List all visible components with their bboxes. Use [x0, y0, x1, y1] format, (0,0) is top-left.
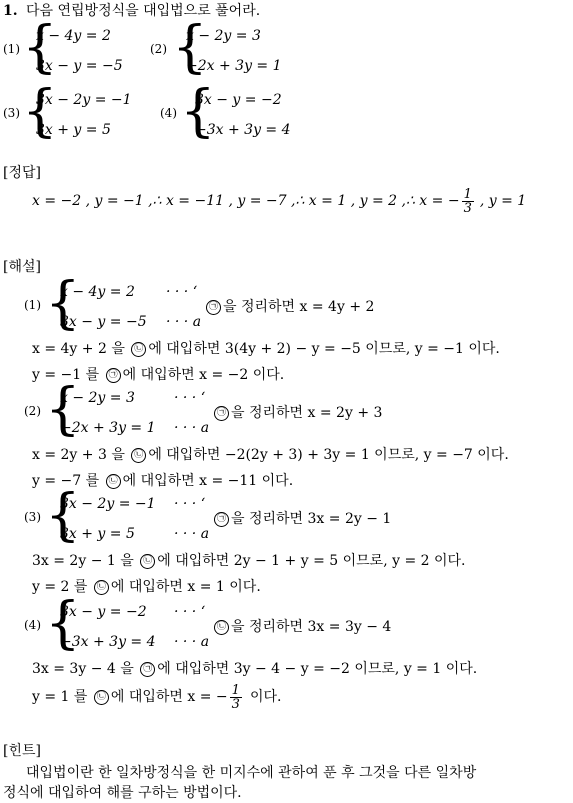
rearrange-line — [212, 510, 391, 528]
step-text: 에 대입하면 −2(2y + 3) + 3y = 1 이므로, y = −7 이다. — [148, 447, 509, 463]
hint-line-1: 대입법이란 한 일차방정식을 한 미지수에 관하여 푼 후 그것을 다른 일차방 — [26, 765, 477, 781]
fraction — [462, 188, 474, 215]
equation-tag: · · · a — [174, 420, 210, 436]
system-label: (4) — [24, 618, 41, 632]
hint-heading: [힌트] — [3, 743, 41, 759]
rearrange-line — [212, 618, 391, 636]
left-brace: { — [172, 15, 208, 80]
step-text: y = 2 를 — [32, 579, 88, 595]
equation: x − 2y = 3 — [60, 390, 135, 406]
answer-heading: [정답] — [3, 165, 41, 181]
system-label: (4) — [160, 106, 177, 120]
system-label: (2) — [150, 42, 167, 56]
step-text: 에 대입하면 2y − 1 + y = 5 이므로, y = 2 이다. — [157, 553, 466, 569]
step-text: 에 대입하면 x = 1 이다. — [110, 579, 261, 595]
left-brace: { — [45, 377, 81, 442]
step-text: 에 대입하면 3(4y + 2) − y = −5 이므로, y = −1 이다. — [148, 341, 500, 357]
circled-label: ㉡ — [94, 690, 109, 705]
equation-tag: · · · ‘ — [174, 496, 206, 512]
rearrange-text: 을 정리하면 3x = 2y − 1 — [231, 511, 392, 527]
step-text: y = 1 를 — [32, 689, 88, 705]
step-text: y = −7 를 — [32, 473, 100, 489]
rearrange-line — [204, 298, 374, 316]
step-text: y = −1 를 — [32, 367, 100, 383]
equation-tag: · · · ‘ — [174, 604, 206, 620]
problem-instruction: 다음 연립방정식을 대입법으로 풀어라. — [26, 3, 261, 19]
step-line — [32, 552, 466, 570]
step-line — [32, 660, 477, 678]
fraction-numerator: 1 — [231, 682, 240, 698]
system-label: (2) — [24, 404, 41, 418]
system-label: (1) — [3, 42, 20, 56]
circled-label: ㉠ — [214, 512, 229, 527]
equation: x − 4y = 2 — [36, 28, 111, 44]
rearrange-text: 을 정리하면 3x = 3y − 4 — [231, 619, 392, 635]
fraction-denominator: 3 — [231, 696, 240, 712]
circled-label: ㉠ — [106, 368, 121, 383]
circled-label: ㉠ — [140, 662, 155, 677]
rearrange-text: 을 정리하면 x = 2y + 3 — [231, 405, 383, 421]
equation-tag: · · · a — [166, 314, 202, 330]
left-brace: { — [45, 271, 81, 336]
rearrange-line — [212, 404, 382, 422]
equation: 3x − y = −5 — [36, 58, 123, 74]
answer-text: , y = 1 — [479, 193, 527, 209]
fraction — [230, 684, 242, 711]
step-text: 3x = 3y − 4 을 — [32, 661, 134, 677]
circled-label: ㉡ — [94, 580, 109, 595]
left-brace: { — [180, 79, 216, 144]
equation: 3x − y = −2 — [60, 604, 147, 620]
left-brace: { — [22, 15, 58, 80]
equation-tag: · · · a — [174, 526, 210, 542]
system-label: (3) — [24, 510, 41, 524]
step-text: 에 대입하면 x = − — [110, 689, 228, 705]
fraction-denominator: 3 — [463, 200, 472, 216]
hint-line-2: 정식에 대입하여 해를 구하는 방법이다. — [3, 785, 242, 801]
circled-label: ㉠ — [214, 406, 229, 421]
circled-label: ㉡ — [106, 474, 121, 489]
equation: 3x − y = −2 — [195, 92, 282, 108]
equation: 3x − y = −5 — [60, 314, 147, 330]
equation: 3x + y = 5 — [36, 122, 111, 138]
step-text: 에 대입하면 x = −2 이다. — [122, 367, 285, 383]
step-text: x = 4y + 2 을 — [32, 341, 125, 357]
fraction-numerator: 1 — [463, 186, 472, 202]
circled-label: ㉠ — [206, 300, 221, 315]
equation: 3x + y = 5 — [60, 526, 135, 542]
explanation-heading: [해설] — [3, 259, 41, 275]
equation: 3x − 2y = −1 — [36, 92, 132, 108]
step-text: 3x = 2y − 1 을 — [32, 553, 134, 569]
equation: x − 2y = 3 — [186, 28, 261, 44]
step-line — [32, 680, 281, 714]
system-label: (1) — [24, 298, 41, 312]
equation: −3x + 3y = 4 — [60, 634, 156, 650]
circled-label: ㉡ — [131, 342, 146, 357]
problem-number: 1. — [3, 3, 18, 19]
step-line — [32, 340, 500, 358]
equation: −2x + 3y = 1 — [60, 420, 156, 436]
equation: −3x + 3y = 4 — [195, 122, 291, 138]
system-label: (3) — [3, 106, 20, 120]
rearrange-text: 을 정리하면 x = 4y + 2 — [223, 299, 375, 315]
equation-tag: · · · ‘ — [174, 390, 206, 406]
circled-label: ㉡ — [214, 620, 229, 635]
left-brace: { — [45, 483, 81, 548]
left-brace: { — [22, 79, 58, 144]
circled-label: ㉡ — [140, 554, 155, 569]
equation-tag: · · · a — [174, 634, 210, 650]
equation: −2x + 3y = 1 — [186, 58, 282, 74]
equation-tag: · · · ‘ — [166, 284, 198, 300]
answer-text: x = −2 , y = −1 ,∴ x = −11 , y = −7 ,∴ x = 1 , y = 2 ,∴ x = − — [32, 193, 460, 209]
answer-line — [32, 184, 526, 218]
circled-label: ㉡ — [131, 448, 146, 463]
equation: x − 4y = 2 — [60, 284, 135, 300]
equation: 3x − 2y = −1 — [60, 496, 156, 512]
step-text: 에 대입하면 x = −11 이다. — [122, 473, 294, 489]
step-text: 에 대입하면 3y − 4 − y = −2 이므로, y = 1 이다. — [157, 661, 478, 677]
step-text: 이다. — [249, 689, 282, 705]
step-line — [32, 446, 509, 464]
step-text: x = 2y + 3 을 — [32, 447, 125, 463]
left-brace: { — [45, 591, 81, 656]
